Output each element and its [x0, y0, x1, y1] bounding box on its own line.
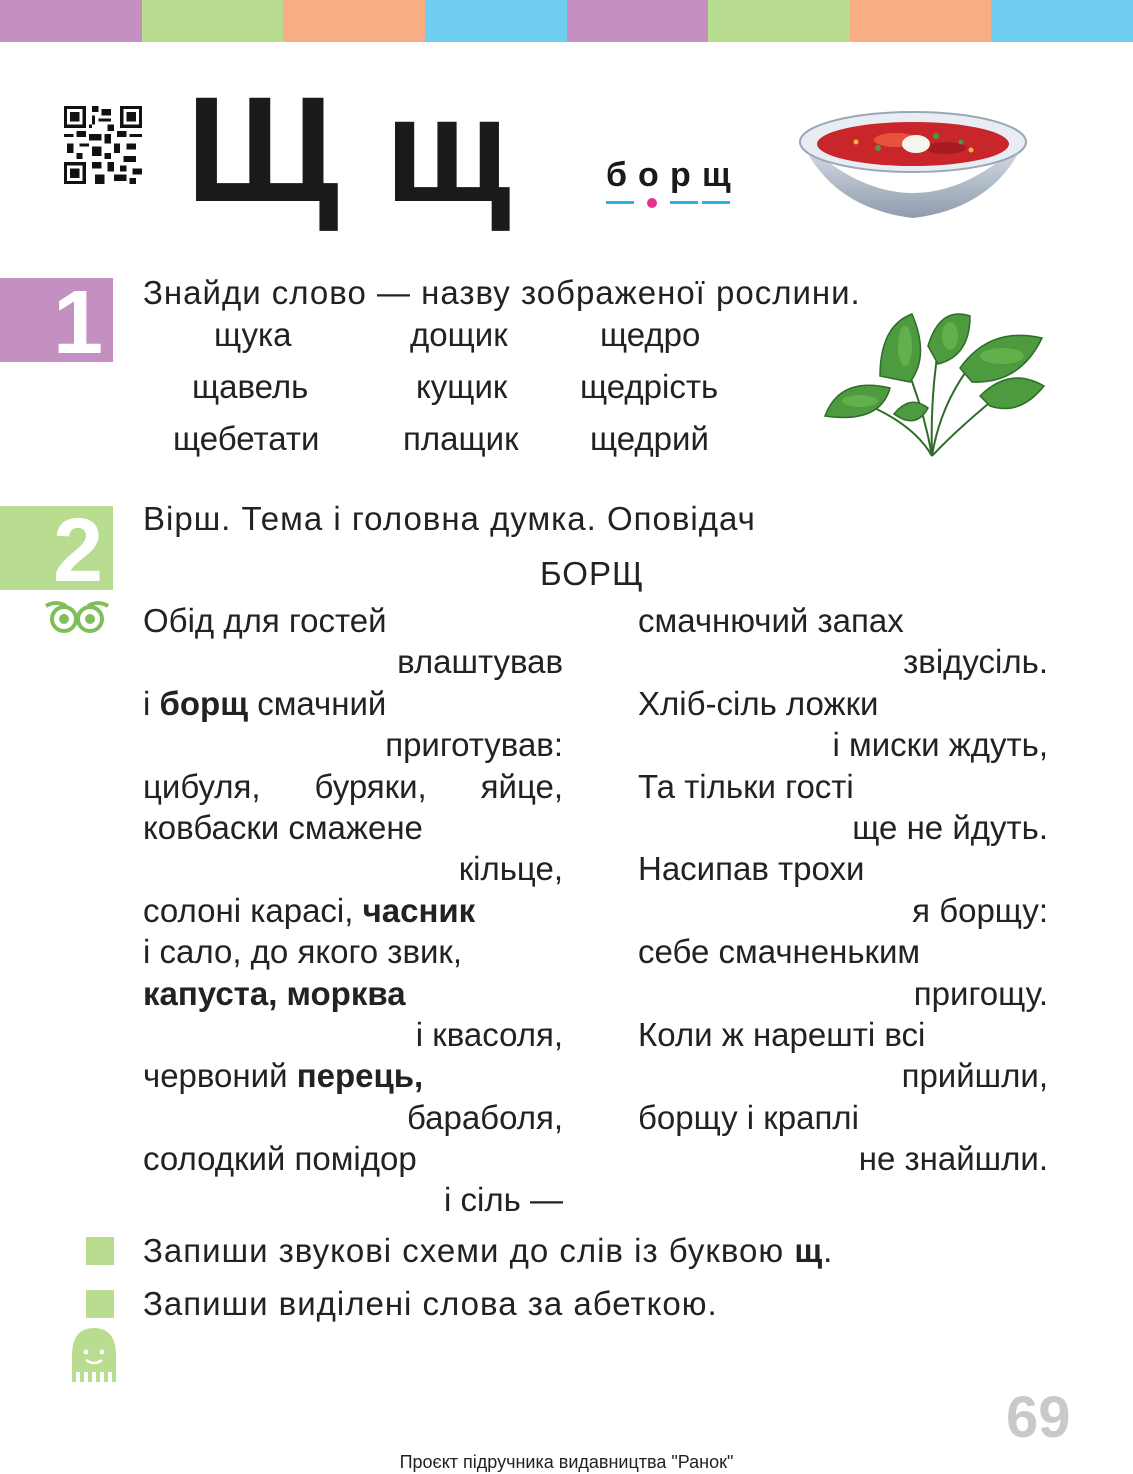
poem-line: я борщу:: [912, 891, 1048, 929]
word-option: щедрість: [580, 368, 719, 405]
consonant-mark: [606, 201, 634, 204]
borscht-bowl-icon: [796, 108, 1030, 220]
scheme-word: [606, 156, 739, 195]
sound-scheme: [606, 156, 739, 208]
poem-right-column: [638, 600, 1048, 1179]
poem-line: солодкий помідор: [143, 1140, 417, 1178]
word-option: щавель: [192, 368, 309, 405]
instruction-text: Запиши звукові схеми до слів із буквою: [143, 1232, 795, 1269]
bullet-square: [86, 1237, 114, 1265]
qr-code-icon[interactable]: [64, 106, 142, 184]
word-option: щедрий: [590, 420, 709, 457]
task-title: Вірш. Тема і головна думка. Оповідач: [143, 500, 756, 537]
poem-line: борщу і краплі: [638, 1098, 859, 1136]
scheme-letter: щ: [702, 156, 739, 194]
word-option: щедро: [600, 316, 701, 353]
stripe-segment: [991, 0, 1133, 42]
word-option: плащик: [403, 420, 519, 457]
poem-line: ковбаски смажене: [143, 808, 423, 846]
scheme-letter: р: [670, 156, 699, 194]
word-option: кущик: [416, 368, 508, 405]
poem-line: себе смачненьким: [638, 933, 921, 971]
owl-eyes-icon: [44, 600, 110, 634]
poem-line: влаштував: [397, 643, 563, 681]
page-number: 69: [1006, 1385, 1071, 1450]
poem-line: і сало, до якого звик,: [143, 933, 463, 971]
poem-line: червоний перець,: [143, 1057, 424, 1095]
stripe-segment: [425, 0, 567, 42]
poem-line: і сіль —: [444, 1181, 563, 1219]
poem-line: Хліб-сіль ложки: [638, 684, 879, 722]
task-number-badge: 2: [0, 506, 113, 590]
poem-line: і квасоля,: [415, 1015, 563, 1053]
poem-line: і борщ смачний: [143, 684, 387, 722]
word-option: щебетати: [173, 420, 320, 457]
poem-line: і миски ждуть,: [832, 726, 1048, 764]
instruction-text: Запиши виділені слова за абеткою.: [143, 1285, 718, 1322]
poem-line: смачнючий запах: [638, 602, 904, 639]
instruction: [143, 1232, 833, 1270]
instruction-tail: .: [823, 1232, 834, 1269]
poem-line: пригощу.: [913, 974, 1048, 1012]
instruction: [143, 1285, 718, 1323]
poem-line: прийшли,: [901, 1057, 1048, 1095]
top-color-stripe: [0, 0, 1133, 42]
poem-line: звідусіль.: [903, 643, 1048, 681]
poem-title: БОРЩ: [540, 555, 644, 592]
poem-line: солоні карасі, часник: [143, 891, 476, 929]
word-option: дощик: [410, 316, 508, 353]
stripe-segment: [708, 0, 850, 42]
poem-line: кільце,: [458, 850, 563, 888]
octopus-mascot-icon: [68, 1326, 120, 1384]
consonant-mark: [702, 201, 730, 204]
poem-line: ще не йдуть.: [852, 808, 1048, 846]
poem-line: бараболя,: [406, 1098, 563, 1136]
letter-heading: Щ щ: [186, 65, 514, 233]
stripe-segment: [567, 0, 709, 42]
poem-left-column: [143, 600, 563, 1221]
instruction-bold: щ: [794, 1232, 824, 1269]
poem-line: цибуля, буряки, яйце,: [143, 767, 563, 805]
stripe-segment: [142, 0, 284, 42]
sorrel-plant-icon: [820, 306, 1046, 462]
poem-line: Насипав трохи: [638, 850, 865, 888]
scheme-marks: [606, 201, 730, 208]
stripe-segment: [850, 0, 992, 42]
footer-note: Проєкт підручника видавництва "Ранок": [399, 1452, 734, 1472]
vowel-mark: [647, 198, 657, 208]
word-option: щука: [214, 316, 292, 353]
poem-line: Та тільки гості: [638, 767, 854, 805]
task-title: Знайди слово — назву зображеної рослини.: [143, 274, 861, 311]
poem-line: Коли ж нарешті всі: [638, 1015, 926, 1053]
stripe-segment: [283, 0, 425, 42]
scheme-letter: о: [638, 156, 667, 194]
stripe-segment: [0, 0, 142, 42]
poem-line: Обід для гостей: [143, 602, 387, 639]
poem-line: капуста, морква: [143, 974, 406, 1012]
scheme-letter: б: [606, 156, 636, 194]
poem-line: приготував:: [385, 726, 563, 764]
bullet-square: [86, 1290, 114, 1318]
task-number-badge: 1: [0, 278, 113, 362]
consonant-mark: [670, 201, 698, 204]
poem-line: не знайшли.: [858, 1140, 1048, 1178]
